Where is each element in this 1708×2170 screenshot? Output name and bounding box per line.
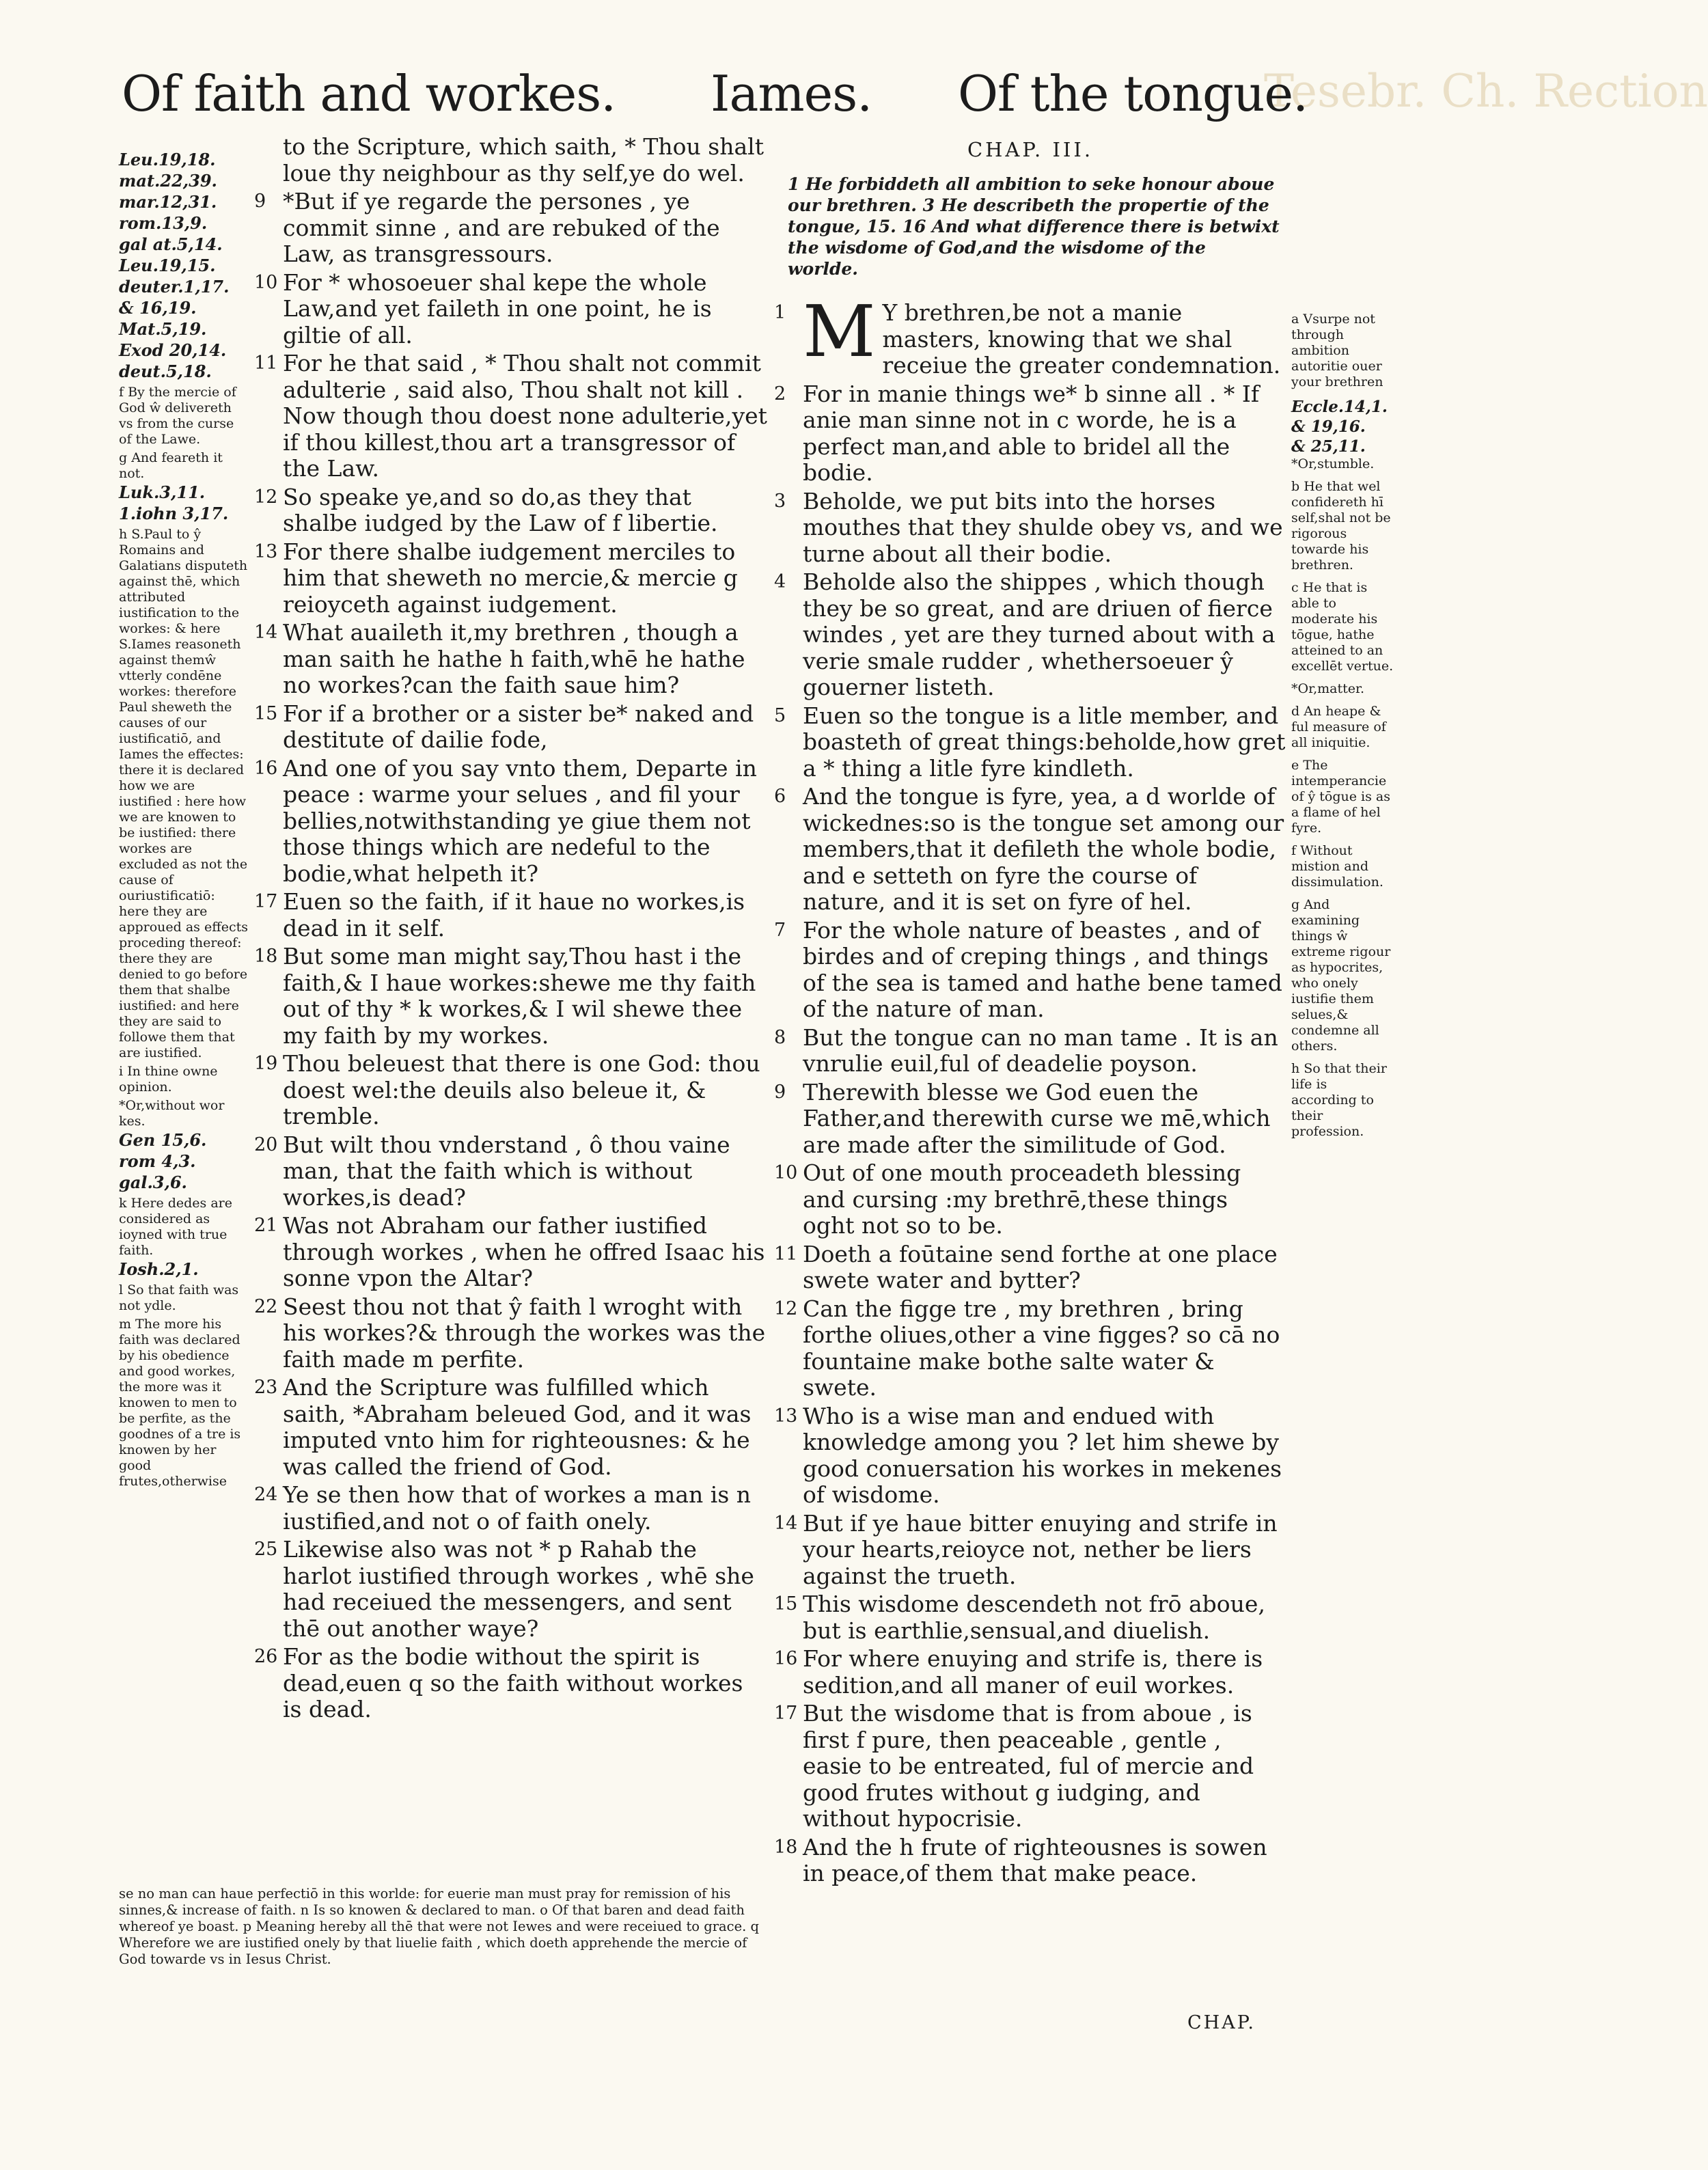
running-head-left: Of faith and workes. bbox=[122, 65, 616, 122]
margin-note: *Or,stumble. bbox=[1291, 456, 1375, 471]
margin-note: c He that is able to moderate his tōgue, hathe atteined to an excellēt vertue. bbox=[1291, 580, 1394, 674]
verse-number: 12 bbox=[774, 1297, 798, 1319]
running-head-right: Of the tongue. bbox=[958, 65, 1308, 122]
verse bbox=[774, 918, 1286, 1023]
verse-text: Beholde, we put bits into the horses mouthes that they shulde obey vs, and we turne about all their bodie. bbox=[803, 487, 1283, 567]
verse-number: 6 bbox=[774, 786, 786, 807]
verse bbox=[774, 703, 1286, 782]
cross-reference: mat.22,39. bbox=[119, 171, 217, 191]
verse-text: For if a brother or a sister be* naked and destitute of dailie fode, bbox=[283, 700, 754, 753]
verse bbox=[774, 1511, 1286, 1590]
verse-text: So speake ye,and so do,as they that shalbe iudged by the Law of f libertie. bbox=[283, 483, 718, 536]
verse-text: But some man might say,Thou hast i the faith,& I haue workes:shewe me thy faith out of thy * k workes,& I wil shewe thee my faith by my workes. bbox=[283, 943, 756, 1049]
verse bbox=[774, 569, 1286, 701]
verse bbox=[774, 1646, 1286, 1699]
verse bbox=[254, 944, 768, 1049]
verse-number: 10 bbox=[254, 271, 278, 293]
verse bbox=[254, 701, 768, 754]
verse-number: 24 bbox=[254, 1484, 278, 1505]
verse-number: 17 bbox=[774, 1703, 798, 1724]
verse-text: And the h frute of righteousnes is sowen in peace,of them that make peace. bbox=[803, 1833, 1267, 1886]
bottom-footnotes: se no man can haue perfectiō in this worlde: for euerie man must pray for remission of his sinnes,& increase of faith. n Is so knowen & declared to man. o Of that baren and dead faith whereof ye boast. p Meaning hereby all thē that were not Iewes and were receiued to grace. q Wherefore we are iustified onely by that liuelie faith , which doeth apprehende the mercie of God towarde vs in Iesus Christ. bbox=[119, 1886, 759, 1967]
verse-text: Euen so the tongue is a litle member, and boasteth of great things:beholde,how gret a * thing a litle fyre kindleth. bbox=[803, 702, 1286, 782]
verse bbox=[774, 1403, 1286, 1509]
verse-number: 7 bbox=[774, 919, 786, 941]
verse-number: 26 bbox=[254, 1646, 278, 1667]
margin-note: l So that faith was not ydle. bbox=[119, 1282, 239, 1313]
verse bbox=[774, 784, 1286, 916]
verse bbox=[774, 1160, 1286, 1239]
verse-number: 18 bbox=[254, 946, 278, 967]
verse-number: 14 bbox=[774, 1512, 798, 1534]
verse-number: 15 bbox=[254, 702, 278, 724]
cross-reference: Eccle.14,1. bbox=[1291, 398, 1388, 416]
verse-number: 16 bbox=[254, 757, 278, 779]
verse bbox=[254, 1213, 768, 1292]
verse bbox=[774, 489, 1286, 568]
verse bbox=[254, 1294, 768, 1373]
verse-text: What auaileth it,my brethren , though a man saith he hathe h faith,whē he hathe no workes?can the faith saue him? bbox=[283, 619, 745, 698]
margin-note: g And feareth it not. bbox=[119, 450, 223, 481]
cross-reference: rom.13,9. bbox=[119, 213, 208, 233]
verse-number: 4 bbox=[774, 571, 786, 592]
verse-text: This wisdome descendeth not frō aboue, but is earthlie,sensual,and diuelish. bbox=[803, 1591, 1265, 1644]
verse bbox=[254, 889, 768, 942]
verse-text: But if ye haue bitter enuying and strife in your hearts,reioyce not, nether be liers against the trueth. bbox=[803, 1509, 1278, 1589]
verse-text: Y brethren,be not a manie masters, knowing that we shal receiue the greater condemnation. bbox=[882, 299, 1281, 379]
verse bbox=[254, 484, 768, 537]
margin-note: d An heape & ful measure of all iniquitie. bbox=[1291, 704, 1386, 750]
cross-reference: 1.iohn 3,17. bbox=[119, 504, 229, 523]
verse-number: 19 bbox=[254, 1053, 278, 1074]
verse bbox=[774, 381, 1286, 486]
verse-text: Seest thou not that ŷ faith l wroght with his workes?& through the workes was the faith made m perfite. bbox=[283, 1293, 766, 1373]
verse-number: 12 bbox=[254, 486, 278, 508]
right-verses bbox=[774, 290, 1286, 1887]
verse bbox=[254, 189, 768, 268]
cross-reference: deuter.1,17. bbox=[119, 277, 230, 297]
verse bbox=[774, 1835, 1286, 1887]
verse bbox=[254, 1132, 768, 1211]
verse bbox=[254, 1537, 768, 1642]
verse-number: 10 bbox=[774, 1162, 798, 1183]
bleed-through-text: Tesebr. Ch. Rection bbox=[1264, 65, 1708, 118]
verse bbox=[774, 1080, 1286, 1159]
verse-number: 11 bbox=[254, 353, 278, 374]
verse-text: Beholde also the shippes , which though they be so great, and are driuen of fierce windes , yet are they turned about with a verie smale rudder , whethersoeuer ŷ gouerner listeth. bbox=[803, 568, 1276, 700]
verse-text: For in manie things we* b sinne all . * If anie man sinne not in c worde, he is a perfect man,and able to bridel all the bodie. bbox=[803, 380, 1260, 486]
right-text-column bbox=[774, 134, 1286, 2033]
verse-text: For where enuying and strife is, there is sedition,and all maner of euil workes. bbox=[803, 1645, 1263, 1699]
verse-text: And the tongue is fyre, yea, a d worlde of wickednes:so is the tongue set among our members,that it defileth the whole bodie, and e setteth on fyre the course of nature, and it is set on fyre of hel. bbox=[803, 783, 1284, 915]
margin-note: g And examining things ŵ extreme rigour as hypocrites, who onely iustifie them selues,& condemne all others. bbox=[1291, 897, 1391, 1054]
verse-text: Was not Abraham our father iustified through workes , when he offred Isaac his sonne vpon the Altar? bbox=[283, 1212, 765, 1291]
verse-text: But wilt thou vnderstand , ô thou vaine man, that the faith which is without workes,is dead? bbox=[283, 1131, 730, 1211]
verse-text: Doeth a foūtaine send forthe at one place swete water and bytter? bbox=[803, 1240, 1278, 1293]
cross-reference: gal at.5,14. bbox=[119, 234, 223, 254]
verse-text: And the Scripture was fulfilled which saith, *Abraham beleued God, and it was imputed vnto him for righteousnes: & he was called the friend of God. bbox=[283, 1374, 752, 1480]
verse-text: Thou beleuest that there is one God: thou doest wel:the deuils also beleue it, & tremble. bbox=[283, 1050, 760, 1129]
verse-number: 23 bbox=[254, 1377, 278, 1398]
catchword: CHAP. bbox=[1187, 2012, 1256, 2033]
margin-note: a Vsurpe not through ambition autoritie ouer your brethren bbox=[1291, 312, 1383, 389]
cross-reference: Gen 15,6. bbox=[119, 1130, 207, 1150]
cross-reference: Leu.19,15. bbox=[119, 256, 216, 275]
cross-reference: Leu.19,18. bbox=[119, 150, 216, 169]
cross-reference: mar.12,31. bbox=[119, 192, 217, 212]
verse-text: And one of you say vnto them, Departe in peace : warme your selues , and fil your bellies,notwithstanding ye giue them not those things which are nedeful to the bodie,what helpeth it? bbox=[283, 754, 757, 887]
verse-text: Therewith blesse we God euen the Father,and therewith curse we mē,which are made after the similitude of God. bbox=[803, 1078, 1271, 1158]
margin-note: e The intemperancie of ŷ tōgue is as a flame of hel fyre. bbox=[1291, 758, 1390, 836]
verse bbox=[774, 1296, 1286, 1401]
left-margin-notes bbox=[119, 149, 249, 1884]
verse-number: 21 bbox=[254, 1215, 278, 1236]
verse bbox=[774, 1025, 1286, 1077]
verse-text: For as the bodie without the spirit is dead,euen q so the faith without workes is dead. bbox=[283, 1643, 743, 1722]
margin-note: m The more his faith was declared by his obedience and good workes, the more was it knowen to men to be perfite, as the goodnes of a tre is knowen by her good frutes,otherwise bbox=[119, 1317, 241, 1489]
verse-number: 15 bbox=[774, 1593, 798, 1615]
verse-number: 13 bbox=[254, 540, 278, 562]
verse-number: 17 bbox=[254, 891, 278, 912]
verse-text: For * whosoeuer shal kepe the whole Law,and yet faileth in one point, he is giltie of all. bbox=[283, 269, 712, 348]
margin-note: i In thine owne opinion. bbox=[119, 1064, 218, 1095]
verse bbox=[254, 134, 768, 187]
cross-reference: & 16,19. bbox=[119, 298, 197, 318]
verse-number: 3 bbox=[774, 490, 786, 512]
verse bbox=[254, 270, 768, 349]
cross-reference: & 25,11. bbox=[1291, 437, 1366, 456]
verse bbox=[254, 1644, 768, 1723]
cross-reference: & 19,16. bbox=[1291, 417, 1366, 436]
verse-number: 18 bbox=[774, 1836, 798, 1858]
cross-reference: deut.5,18. bbox=[119, 361, 212, 381]
running-head-book: Iames. bbox=[711, 65, 872, 122]
verse bbox=[254, 1375, 768, 1480]
verse-number: 25 bbox=[254, 1539, 278, 1560]
verse-number: 9 bbox=[254, 191, 266, 212]
verse-text: But the tongue can no man tame . It is an vnrulie euil,ful of deadelie poyson. bbox=[803, 1024, 1278, 1077]
verse-number: 14 bbox=[254, 622, 278, 643]
verse bbox=[254, 756, 768, 888]
verse bbox=[254, 539, 768, 618]
verse-text: But the wisdome that is from aboue , is first f pure, then peaceable , gentle , easie to be entreated, ful of mercie and good frutes without g iudging, and without hypocrisie. bbox=[803, 1700, 1254, 1832]
verse-text: Who is a wise man and endued with knowledge among you ? let him shewe by good conuersation his workes in mekenes of wisdome. bbox=[803, 1402, 1282, 1508]
verse-number: 20 bbox=[254, 1134, 278, 1155]
verse bbox=[774, 1241, 1286, 1294]
verse-text: Likewise also was not * p Rahab the harlot iustified through workes , whē she had receiued the messengers, and sent thē out another waye? bbox=[283, 1536, 754, 1642]
chapter-argument: 1 He forbiddeth all ambition to seke honour aboue our brethren. 3 He describeth the propertie of the tongue, 15. 16 And what difference there is betwixt the wisdome of God,and the wisdome of the worlde. bbox=[788, 174, 1280, 279]
chapter-title: CHAP. III. bbox=[967, 138, 1094, 161]
verse-number: 1 bbox=[774, 302, 786, 323]
verse bbox=[774, 290, 1286, 379]
cross-reference: Iosh.2,1. bbox=[119, 1259, 199, 1279]
margin-note: h So that their life is according to their profession. bbox=[1291, 1061, 1387, 1139]
verse-number: 16 bbox=[774, 1648, 798, 1669]
verse-text: For he that said , * Thou shalt not commit adulterie , said also, Thou shalt not kill . Now though thou doest none adulterie,yet if thou killest,thou art a transgressor of the Law. bbox=[283, 350, 767, 482]
cross-reference: rom 4,3. bbox=[119, 1151, 196, 1171]
verse bbox=[254, 351, 768, 482]
margin-note: *Or,without wor kes. bbox=[119, 1098, 225, 1129]
left-text-column bbox=[254, 134, 768, 1849]
verse-number: 9 bbox=[774, 1081, 786, 1103]
drop-cap: M bbox=[803, 290, 876, 373]
verse-text: *But if ye regarde the persones , ye commit sinne , and are rebuked of the Law, as transgressours. bbox=[283, 188, 720, 267]
verse-text: For the whole nature of beastes , and of birdes and of creping things , and things of the sea is tamed and hathe bene tamed of the nature of man. bbox=[803, 916, 1282, 1022]
verse-number: 2 bbox=[774, 383, 786, 404]
verse-text: Euen so the faith, if it haue no workes,is dead in it self. bbox=[283, 888, 745, 942]
cross-reference: Luk.3,11. bbox=[119, 482, 206, 502]
cross-reference: gal.3,6. bbox=[119, 1172, 187, 1192]
margin-note: f By the mercie of God ŵ delivereth vs from the curse of the Lawe. bbox=[119, 385, 236, 447]
verse-text: Ye se then how that of workes a man is n iustified,and not o of faith onely. bbox=[283, 1481, 751, 1535]
margin-note: k Here dedes are considered as ioyned with true faith. bbox=[119, 1196, 232, 1258]
verse bbox=[774, 1591, 1286, 1644]
verse-text: Out of one mouth proceadeth blessing and cursing :my brethrē,these things oght not so to be. bbox=[803, 1159, 1241, 1239]
right-margin-notes bbox=[1291, 312, 1394, 2033]
verse bbox=[254, 1482, 768, 1535]
verse-text: For there shalbe iudgement merciles to him that sheweth no mercie,& mercie g reioyceth against iudgement. bbox=[283, 538, 738, 618]
verse-text: to the Scripture, which saith, * Thou shalt loue thy neighbour as thy self,ye do wel. bbox=[283, 133, 764, 187]
verse-number: 13 bbox=[774, 1405, 798, 1427]
verse-number: 5 bbox=[774, 704, 786, 726]
cross-reference: Exod 20,14. bbox=[119, 340, 227, 360]
margin-note: *Or,matter. bbox=[1291, 681, 1365, 696]
verse-number: 8 bbox=[774, 1026, 786, 1048]
margin-note: b He that wel confidereth hī self,shal not be rigorous towarde his brethren. bbox=[1291, 479, 1391, 573]
verse bbox=[254, 1051, 768, 1130]
margin-note: h S.Paul to ŷ Romains and Galatians disputeth against thē, which attributed iustification to the workes: & here S.Iames reasoneth against themŵ vtterly condēne workes: therefore Paul sheweth the causes of our iustificatiō, and Iames the effectes: there it is declared how we are iustified : here how we are knowen to be iustified: there workes are excluded as not the cause of ouriustificatiō: here they are approued as effects proceding thereof: there they are denied to go before them that shalbe iustified: and here they are said to followe them that are iustified. bbox=[119, 527, 248, 1060]
verse-number: 22 bbox=[254, 1295, 278, 1317]
margin-note: f Without mistion and dissimulation. bbox=[1291, 843, 1383, 890]
verse-text: Can the figge tre , my brethren , bring forthe oliues,other a vine figges? so cā no fountaine make bothe salte water & swete. bbox=[803, 1295, 1280, 1401]
verse-number: 11 bbox=[774, 1243, 798, 1265]
verse bbox=[254, 620, 768, 699]
verse bbox=[774, 1701, 1286, 1832]
cross-reference: Mat.5,19. bbox=[119, 319, 207, 339]
